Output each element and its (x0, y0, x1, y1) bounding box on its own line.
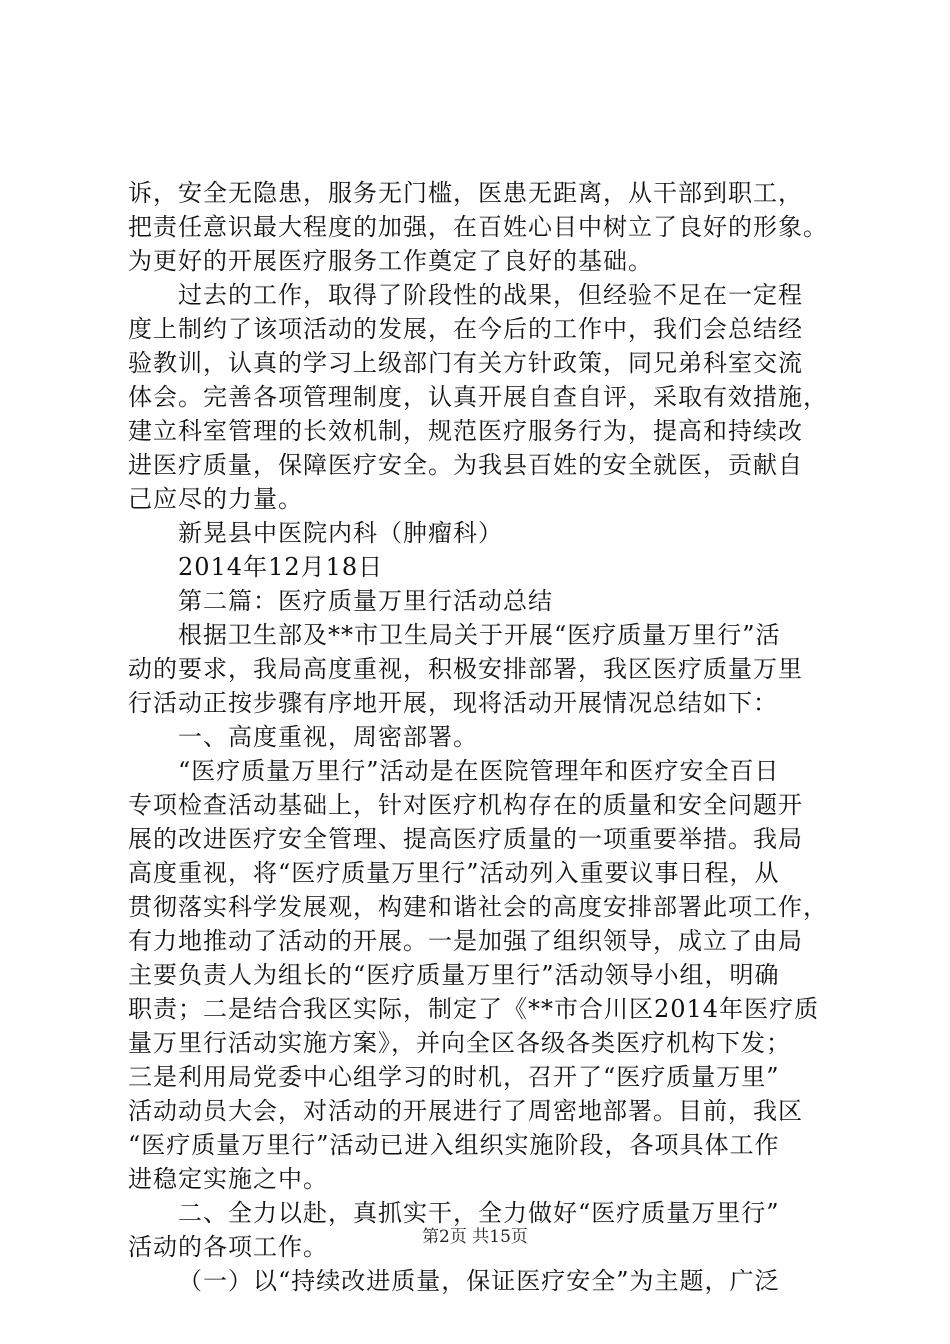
text-line: 验教训，认真的学习上级部门有关方针政策，同兄弟科室交流 (128, 349, 803, 377)
text-line: 二、全力以赴，真抓实干，全力做好“医疗质量万里行” (178, 1199, 780, 1227)
text-line: 度上制约了该项活动的发展，在今后的工作中，我们会总结经 (128, 315, 803, 343)
text-line: 把责任意识最大程度的加强，在百姓心目中树立了良好的形象。 (128, 213, 828, 241)
text-line: 主要负责人为组长的“医疗质量万里行”活动领导小组，明确 (128, 961, 780, 989)
text-line: 建立科室管理的长效机制，规范医疗服务行为，提高和持续改 (128, 417, 803, 445)
text-line: 2014年12月18日 (178, 553, 384, 581)
text-line: 专项检查活动基础上，针对医疗机构存在的质量和安全问题开 (128, 791, 803, 819)
text-line: 己应尽的力量。 (128, 485, 303, 513)
text-line: 一、高度重视，周密部署。 (178, 723, 478, 751)
text-line: 动的要求，我局高度重视，积极安排部署，我区医疗质量万里 (128, 655, 803, 683)
text-line: 行活动正按步骤有序地开展，现将活动开展情况总结如下： (128, 689, 778, 717)
text-line: 过去的工作，取得了阶段性的战果，但经验不足在一定程 (178, 281, 803, 309)
text-line: 展的改进医疗安全管理、提高医疗质量的一项重要举措。我局 (128, 825, 803, 853)
text-line: 三是利用局党委中心组学习的时机，召开了“医疗质量万里” (128, 1063, 780, 1091)
text-line: 活动的各项工作。 (128, 1233, 328, 1261)
text-line: “医疗质量万里行”活动已进入组织实施阶段，各项具体工作 (128, 1131, 780, 1159)
text-line: 根据卫生部及**市卫生局关于开展“医疗质量万里行”活 (178, 621, 781, 649)
text-line: 诉，安全无隐患，服务无门槛，医患无距离，从干部到职工， (128, 179, 803, 207)
page-indicator: 第2页 共15页 (422, 1227, 528, 1247)
text-line: 活动动员大会，对活动的开展进行了周密地部署。目前，我区 (128, 1097, 803, 1125)
text-line: 新晃县中医院内科（肿瘤科） (178, 519, 503, 547)
text-line: 第二篇：医疗质量万里行活动总结 (178, 587, 553, 615)
document-body (128, 176, 828, 1298)
text-line: 职责；二是结合我区实际，制定了《**市合川区2014年医疗质 (128, 995, 820, 1023)
text-line: （一）以“持续改进质量，保证医疗安全”为主题，广泛 (178, 1267, 780, 1295)
text-line: 进医疗质量，保障医疗安全。为我县百姓的安全就医，贡献自 (128, 451, 803, 479)
text-line: “医疗质量万里行”活动是在医院管理年和医疗安全百日 (178, 757, 780, 785)
text-line: 量万里行活动实施方案》，并向全区各级各类医疗机构下发； (128, 1029, 791, 1057)
text-line: 高度重视，将“医疗质量万里行”活动列入重要议事日程，从 (128, 859, 780, 887)
page-footer (0, 1226, 950, 1248)
text-line: 有力地推动了活动的开展。一是加强了组织领导，成立了由局 (128, 927, 803, 955)
text-line: 进稳定实施之中。 (128, 1165, 328, 1193)
text-line: 贯彻落实科学发展观，构建和谐社会的高度安排部署此项工作， (128, 893, 828, 921)
text-line: 体会。完善各项管理制度，认真开展自查自评，采取有效措施， (128, 383, 828, 411)
text-line: 为更好的开展医疗服务工作奠定了良好的基础。 (128, 247, 653, 275)
